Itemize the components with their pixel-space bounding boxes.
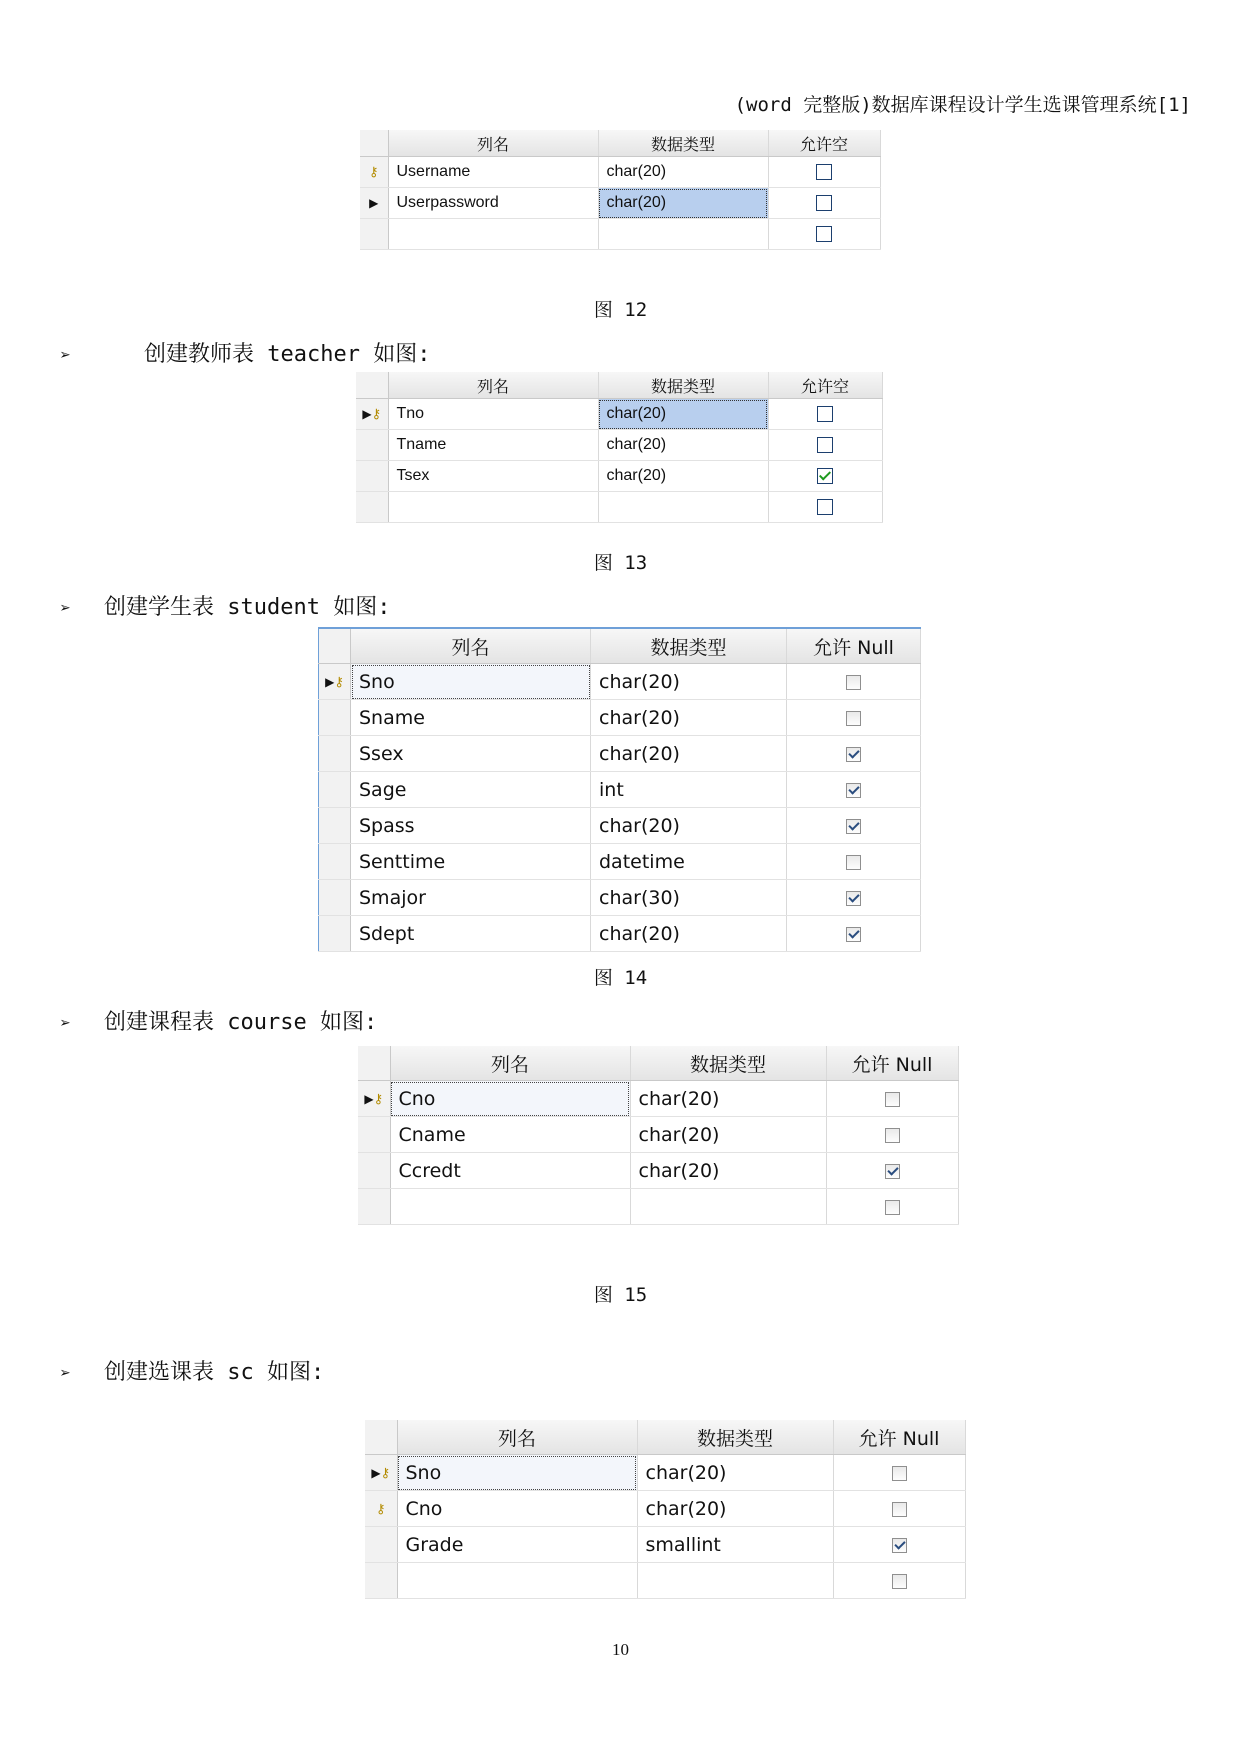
data-type-cell[interactable]: char(20) <box>598 188 768 219</box>
bullet-course <box>60 1005 377 1036</box>
col-header-name: 列名 <box>388 130 598 157</box>
student-table <box>318 627 921 952</box>
col-header-type: 数据类型 <box>630 1046 826 1081</box>
row-selector[interactable] <box>319 808 351 844</box>
column-name-cell[interactable]: Tsex <box>388 461 598 492</box>
row-selector[interactable] <box>365 1527 397 1563</box>
data-type-cell[interactable]: char(30) <box>591 880 787 916</box>
bullet-text: 创建教师表 teacher 如图: <box>144 342 431 367</box>
data-type-cell[interactable]: char(20) <box>591 700 787 736</box>
current-row-arrow-icon: ▶ <box>369 195 379 210</box>
sc-table <box>365 1420 966 1599</box>
data-type-cell[interactable]: char(20) <box>591 736 787 772</box>
row-selector[interactable] <box>360 188 388 219</box>
table-row[interactable] <box>356 461 882 492</box>
table-row[interactable] <box>365 1455 965 1491</box>
allow-null-cell[interactable] <box>787 916 921 952</box>
table-row[interactable] <box>360 157 880 188</box>
row-selector[interactable] <box>319 916 351 952</box>
row-selector-header <box>356 372 388 399</box>
column-name-cell[interactable]: Userpassword <box>388 188 598 219</box>
checkbox-checked-icon[interactable] <box>846 747 861 762</box>
data-type-cell[interactable]: datetime <box>591 844 787 880</box>
checkbox-checked-icon[interactable] <box>846 783 861 798</box>
course-table <box>358 1046 959 1225</box>
primary-key-icon: ⚷ <box>368 163 379 179</box>
bullet-sc <box>60 1355 324 1386</box>
column-name-cell[interactable]: Grade <box>397 1527 637 1563</box>
allow-null-cell[interactable] <box>833 1455 965 1491</box>
table-row[interactable] <box>358 1081 958 1117</box>
column-name-cell[interactable]: Tname <box>388 430 598 461</box>
allow-null-cell[interactable] <box>787 808 921 844</box>
table-header-row <box>360 130 880 157</box>
bullet-text: 创建学生表 student 如图: <box>104 595 391 620</box>
page-number: 10 <box>612 1640 629 1659</box>
column-name-cell[interactable]: Ccredt <box>390 1153 630 1189</box>
table-row[interactable] <box>360 188 880 219</box>
table-row[interactable] <box>365 1491 965 1527</box>
bullet-teacher <box>60 337 430 368</box>
column-name-cell[interactable]: Senttime <box>351 844 591 880</box>
column-name-cell[interactable] <box>390 1189 630 1225</box>
column-name-cell[interactable]: Tno <box>388 399 598 430</box>
table-row[interactable] <box>365 1563 965 1599</box>
data-type-cell[interactable]: int <box>591 772 787 808</box>
allow-null-cell[interactable] <box>787 664 921 700</box>
column-name-cell[interactable]: Ssex <box>351 736 591 772</box>
checkbox-unchecked-icon[interactable] <box>816 195 832 211</box>
checkbox-checked-icon[interactable] <box>817 468 833 484</box>
col-header-name: 列名 <box>388 372 598 399</box>
row-selector[interactable] <box>358 1117 390 1153</box>
checkbox-checked-icon[interactable] <box>885 1164 900 1179</box>
row-selector[interactable] <box>360 157 388 188</box>
checkbox-unchecked-icon[interactable] <box>892 1502 907 1517</box>
column-name-cell[interactable] <box>397 1563 637 1599</box>
allow-null-cell[interactable] <box>826 1117 958 1153</box>
col-header-nullable: 允许空 <box>768 372 882 399</box>
column-name-cell[interactable]: Spass <box>351 808 591 844</box>
figure-caption-13: 图 13 <box>593 552 648 574</box>
user-table <box>360 130 881 250</box>
table-row[interactable] <box>356 430 882 461</box>
checkbox-unchecked-icon[interactable] <box>846 675 861 690</box>
table-header-row <box>365 1420 965 1455</box>
data-type-cell[interactable] <box>598 492 768 523</box>
allow-null-cell[interactable] <box>833 1527 965 1563</box>
allow-null-cell[interactable] <box>768 492 882 523</box>
allow-null-cell[interactable] <box>787 700 921 736</box>
figure-caption-15: 图 15 <box>593 1284 648 1306</box>
data-type-cell[interactable] <box>630 1189 826 1225</box>
bullet-text: 创建课程表 course 如图: <box>104 1010 378 1035</box>
column-name-cell[interactable]: Sno <box>351 664 591 700</box>
table-header-row <box>358 1046 958 1081</box>
table-header-row <box>356 372 882 399</box>
checkbox-unchecked-icon[interactable] <box>817 406 833 422</box>
data-type-cell[interactable]: char(20) <box>598 430 768 461</box>
document-header: (word 完整版)数据库课程设计学生选课管理系统[1] <box>734 94 1191 116</box>
data-type-cell[interactable]: char(20) <box>630 1117 826 1153</box>
row-selector[interactable] <box>365 1563 397 1599</box>
row-selector[interactable] <box>365 1455 397 1491</box>
row-selector-header <box>360 130 388 157</box>
checkbox-unchecked-icon[interactable] <box>892 1574 907 1589</box>
current-row-arrow-icon: ▶ <box>325 675 335 689</box>
col-header-name: 列名 <box>390 1046 630 1081</box>
table-row[interactable] <box>319 808 921 844</box>
col-header-nullable: 允许空 <box>768 130 880 157</box>
col-header-type: 数据类型 <box>591 628 787 664</box>
bullet-marker: ➢ <box>60 1363 71 1384</box>
col-header-nullable: 允许 Null <box>826 1046 958 1081</box>
checkbox-unchecked-icon[interactable] <box>817 499 833 515</box>
row-selector[interactable] <box>319 736 351 772</box>
col-header-nullable: 允许 Null <box>787 628 921 664</box>
col-header-type: 数据类型 <box>637 1420 833 1455</box>
column-name-cell[interactable]: Sage <box>351 772 591 808</box>
primary-key-icon: ⚷ <box>373 1091 384 1107</box>
data-type-cell[interactable]: char(20) <box>637 1491 833 1527</box>
checkbox-unchecked-icon[interactable] <box>816 164 832 180</box>
row-selector[interactable] <box>358 1153 390 1189</box>
bullet-student <box>60 590 390 621</box>
checkbox-unchecked-icon[interactable] <box>885 1200 900 1215</box>
checkbox-unchecked-icon[interactable] <box>892 1466 907 1481</box>
table-header-row <box>319 628 921 664</box>
row-selector[interactable] <box>358 1189 390 1225</box>
allow-null-cell[interactable] <box>826 1189 958 1225</box>
column-name-cell[interactable]: Sno <box>397 1455 637 1491</box>
table-row[interactable] <box>356 492 882 523</box>
col-header-name: 列名 <box>351 628 591 664</box>
col-header-type: 数据类型 <box>598 130 768 157</box>
data-type-cell[interactable] <box>598 219 768 250</box>
data-type-cell[interactable]: char(20) <box>598 399 768 430</box>
data-type-cell[interactable]: char(20) <box>591 808 787 844</box>
bullet-marker: ➢ <box>60 1013 71 1034</box>
allow-null-cell[interactable] <box>833 1563 965 1599</box>
data-type-cell[interactable]: char(20) <box>598 157 768 188</box>
checkbox-unchecked-icon[interactable] <box>846 855 861 870</box>
figure-caption-12: 图 12 <box>593 299 648 321</box>
column-name-cell[interactable]: Cno <box>390 1081 630 1117</box>
col-header-nullable: 允许 Null <box>833 1420 965 1455</box>
row-selector[interactable] <box>356 399 388 430</box>
table-row[interactable] <box>360 219 880 250</box>
data-type-cell[interactable] <box>637 1563 833 1599</box>
row-selector[interactable] <box>358 1081 390 1117</box>
allow-null-cell[interactable] <box>787 736 921 772</box>
checkbox-checked-icon[interactable] <box>846 927 861 942</box>
bullet-marker: ➢ <box>60 345 71 366</box>
data-type-cell[interactable]: char(20) <box>591 664 787 700</box>
row-selector[interactable] <box>319 880 351 916</box>
table-row[interactable] <box>319 844 921 880</box>
row-selector[interactable] <box>319 700 351 736</box>
checkbox-checked-icon[interactable] <box>846 891 861 906</box>
column-name-cell[interactable]: Sdept <box>351 916 591 952</box>
row-selector[interactable] <box>356 430 388 461</box>
allow-null-cell[interactable] <box>768 188 880 219</box>
table-row[interactable] <box>356 399 882 430</box>
teacher-table <box>356 372 883 523</box>
data-type-cell[interactable]: char(20) <box>598 461 768 492</box>
data-type-cell[interactable]: char(20) <box>591 916 787 952</box>
row-selector-header <box>365 1420 397 1455</box>
checkbox-checked-icon[interactable] <box>846 819 861 834</box>
current-row-arrow-icon: ▶ <box>362 406 372 421</box>
allow-null-cell[interactable] <box>826 1153 958 1189</box>
row-selector[interactable] <box>319 844 351 880</box>
primary-key-icon: ⚷ <box>334 674 344 690</box>
data-type-cell[interactable]: char(20) <box>630 1153 826 1189</box>
table-row[interactable] <box>319 664 921 700</box>
bullet-marker: ➢ <box>60 598 71 619</box>
col-header-type: 数据类型 <box>598 372 768 399</box>
table-row[interactable] <box>319 880 921 916</box>
primary-key-icon: ⚷ <box>371 405 382 421</box>
table-row[interactable] <box>319 736 921 772</box>
allow-null-cell[interactable] <box>826 1081 958 1117</box>
checkbox-unchecked-icon[interactable] <box>885 1128 900 1143</box>
data-type-cell[interactable]: char(20) <box>630 1081 826 1117</box>
primary-key-icon: ⚷ <box>375 1501 386 1517</box>
row-selector[interactable] <box>356 461 388 492</box>
bullet-text: 创建选课表 sc 如图: <box>104 1360 325 1385</box>
data-type-cell[interactable]: char(20) <box>637 1455 833 1491</box>
table-row[interactable] <box>365 1527 965 1563</box>
checkbox-unchecked-icon[interactable] <box>885 1092 900 1107</box>
table-row[interactable] <box>358 1189 958 1225</box>
figure-caption-14: 图 14 <box>593 967 648 989</box>
row-selector[interactable] <box>356 492 388 523</box>
data-type-cell[interactable]: smallint <box>637 1527 833 1563</box>
row-selector[interactable] <box>365 1491 397 1527</box>
allow-null-cell[interactable] <box>768 461 882 492</box>
allow-null-cell[interactable] <box>768 430 882 461</box>
table-row[interactable] <box>358 1117 958 1153</box>
row-selector-header <box>358 1046 390 1081</box>
row-selector[interactable] <box>319 772 351 808</box>
allow-null-cell[interactable] <box>787 880 921 916</box>
col-header-name: 列名 <box>397 1420 637 1455</box>
current-row-arrow-icon: ▶ <box>364 1092 374 1106</box>
column-name-cell[interactable]: Sname <box>351 700 591 736</box>
column-name-cell[interactable] <box>388 492 598 523</box>
allow-null-cell[interactable] <box>768 157 880 188</box>
checkbox-unchecked-icon[interactable] <box>817 437 833 453</box>
column-name-cell[interactable]: Cname <box>390 1117 630 1153</box>
allow-null-cell[interactable] <box>768 219 880 250</box>
allow-null-cell[interactable] <box>787 844 921 880</box>
table-row[interactable] <box>319 916 921 952</box>
row-selector[interactable] <box>360 219 388 250</box>
table-row[interactable] <box>358 1153 958 1189</box>
checkbox-checked-icon[interactable] <box>892 1538 907 1553</box>
allow-null-cell[interactable] <box>768 399 882 430</box>
table-row[interactable] <box>319 700 921 736</box>
column-name-cell[interactable]: Username <box>388 157 598 188</box>
column-name-cell[interactable] <box>388 219 598 250</box>
checkbox-unchecked-icon[interactable] <box>816 226 832 242</box>
checkbox-unchecked-icon[interactable] <box>846 711 861 726</box>
primary-key-icon: ⚷ <box>380 1465 391 1481</box>
column-name-cell[interactable]: Smajor <box>351 880 591 916</box>
table-row[interactable] <box>319 772 921 808</box>
current-row-arrow-icon: ▶ <box>371 1466 381 1480</box>
row-selector[interactable] <box>319 664 351 700</box>
column-name-cell[interactable]: Cno <box>397 1491 637 1527</box>
allow-null-cell[interactable] <box>833 1491 965 1527</box>
row-selector-header <box>319 628 351 664</box>
allow-null-cell[interactable] <box>787 772 921 808</box>
